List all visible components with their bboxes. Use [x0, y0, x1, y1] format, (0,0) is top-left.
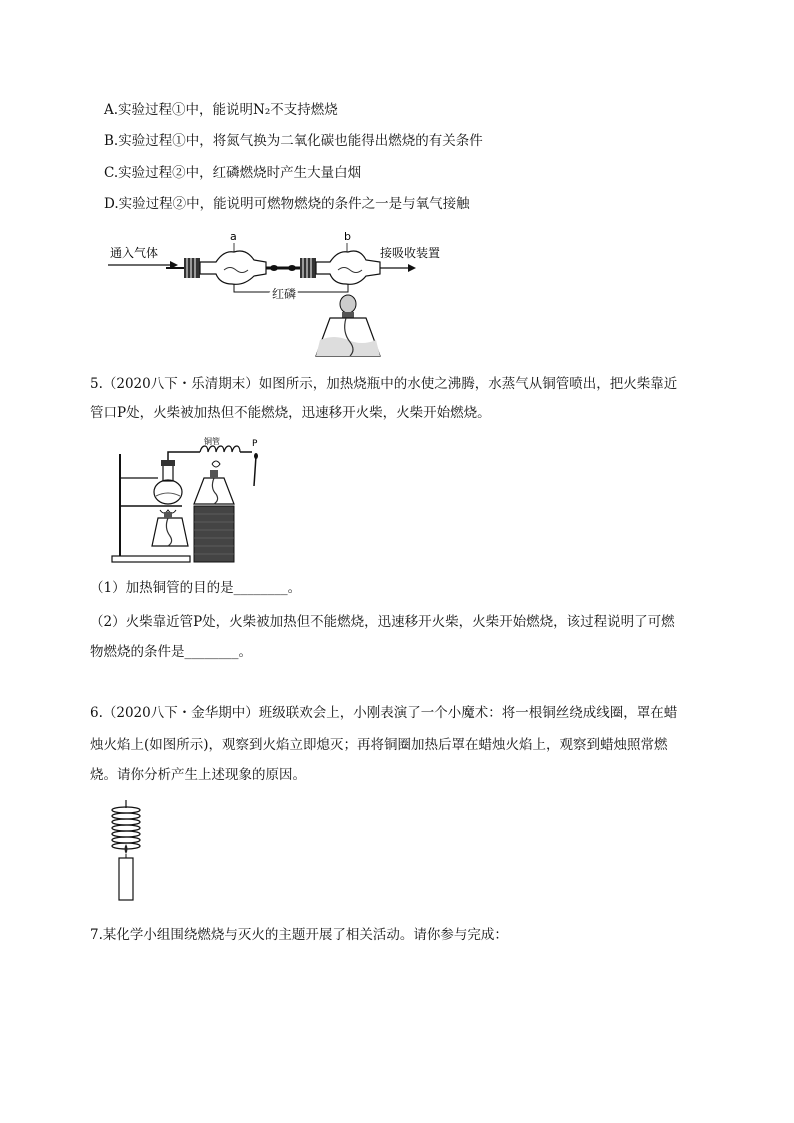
- q7-text-line1: 7.某化学小组围绕燃烧与灭火的主题开展了相关活动。请你参与完成：: [90, 927, 508, 943]
- boiling-flask: [154, 480, 182, 504]
- bulb-b-label: b: [344, 230, 351, 243]
- burner-wick-holder: [342, 312, 354, 318]
- copper-coil-candle-figure: [108, 798, 152, 902]
- tube-mouth-p-label: P: [252, 439, 258, 449]
- copper-tube-pipe: [168, 452, 200, 460]
- q5-sub-question-1: （1）加热铜管的目的是________。: [90, 580, 302, 596]
- q5-sub-question-2-line2: 物燃烧的条件是________。: [90, 644, 252, 660]
- match-head: [254, 453, 258, 459]
- option-b: B.实验过程①中，将氮气换为二氧化碳也能得出燃烧的有关条件: [104, 133, 483, 149]
- copper-tube-label: 铜管: [204, 437, 220, 446]
- right-stopper: [300, 258, 316, 278]
- candle-flame: [125, 844, 128, 854]
- flask-burner: [152, 518, 188, 546]
- stand-base: [112, 556, 190, 562]
- bulb-b-tube: [316, 251, 380, 284]
- flask-stopper: [161, 460, 175, 466]
- copper-tube-coil: [200, 446, 240, 452]
- inlet-label: 通入气体: [110, 246, 159, 260]
- q5-text-line2: 管口P处，火柴被加热但不能燃烧，迅速移开火柴，火柴开始燃烧。: [90, 405, 491, 421]
- match-stick: [254, 456, 256, 486]
- wooden-block: [194, 506, 234, 562]
- option-d: D.实验过程②中，能说明可燃物燃烧的条件之一是与氧气接触: [104, 196, 470, 212]
- option-a: A.实验过程①中，能说明N₂不支持燃烧: [104, 102, 338, 118]
- outlet-label: 接吸收装置: [380, 246, 441, 260]
- outlet-arrowhead: [408, 264, 416, 272]
- candle: [119, 858, 133, 900]
- flask-neck: [163, 464, 173, 481]
- q6-text-line3: 烧。请你分析产生上述现象的原因。: [90, 767, 306, 783]
- bulb-a-label: a: [230, 230, 237, 243]
- q5-text-line1: 5.（2020八下・乐清期末）如图所示，加热烧瓶中的水使之沸腾，水蒸气从铜管喷出，把火柴靠近: [90, 376, 678, 392]
- gas-flow-apparatus-figure: [104, 222, 456, 364]
- q5-sub-question-2-line1: （2）火柴靠近管P处，火柴被加热但不能燃烧，迅速移开火柴，火柴开始燃烧，该过程说明了可燃: [90, 614, 675, 630]
- option-c: C.实验过程②中，红磷燃烧时产生大量白烟: [104, 165, 362, 181]
- left-stopper: [184, 258, 200, 278]
- copper-coil: [112, 807, 140, 849]
- q6-text-line1: 6.（2020八下・金华期中）班级联欢会上，小刚表演了一个小魔术：将一根铜丝绕成线圈，罩在蜡: [90, 705, 678, 721]
- copper-tube-apparatus-figure: [106, 434, 270, 564]
- burner-flame: [340, 295, 356, 313]
- phosphorus-label: 红磷: [272, 287, 297, 301]
- q6-text-line2: 烛火焰上(如图所示)，观察到火焰立即熄灭；再将铜圈加热后罩在蜡烛火焰上，观察到蜡烛照常燃: [90, 737, 668, 753]
